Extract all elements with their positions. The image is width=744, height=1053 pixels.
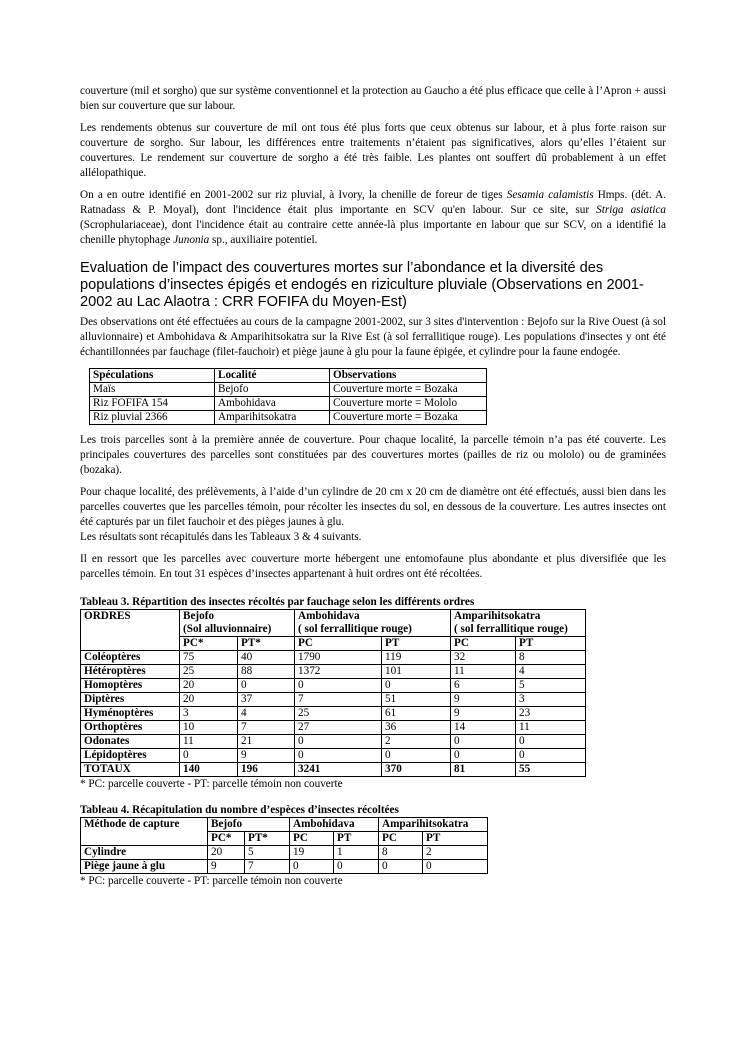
- row-label: Diptères: [81, 693, 180, 707]
- table-cell: 88: [238, 665, 295, 679]
- column-header: PC: [290, 832, 334, 846]
- row-label: Coléoptères: [81, 651, 180, 665]
- table-cell: 0: [334, 860, 379, 874]
- site-header: Ambohidava: [290, 818, 379, 832]
- table-cell: 1: [334, 846, 379, 860]
- table3-body: [81, 651, 586, 777]
- table-cell: 4: [238, 707, 295, 721]
- speculations-table: [89, 368, 487, 425]
- table-cell: 11: [451, 665, 516, 679]
- table-cell: 11: [516, 721, 586, 735]
- text-segment: On a en outre identifié en 2001-2002 sur riz pluvial, à Ivory, la chenille de foreur de tiges: [80, 189, 507, 201]
- column-header: PC*: [180, 637, 238, 651]
- row-label: Odonates: [81, 735, 180, 749]
- table-cell: 25: [180, 665, 238, 679]
- table-cell: 8: [379, 846, 423, 860]
- table-cell: 4: [516, 665, 586, 679]
- site-header: Amparihitsokatra: [379, 818, 488, 832]
- document-page: [80, 84, 666, 888]
- table-cell: Riz FOFIFA 154: [90, 397, 215, 411]
- table-cell: 0: [516, 749, 586, 763]
- site-soil: (Sol alluvionnaire): [183, 623, 272, 635]
- table-cell: 10: [180, 721, 238, 735]
- table-cell: 0: [180, 749, 238, 763]
- table-cell: 119: [382, 651, 451, 665]
- species-name: Sesamia calamistis: [506, 189, 594, 201]
- table-cell: 1790: [295, 651, 382, 665]
- site-soil: ( sol ferrallitique rouge): [454, 623, 568, 635]
- table-row: [81, 721, 586, 735]
- row-label: Orthoptères: [81, 721, 180, 735]
- column-header: PT: [423, 832, 488, 846]
- site-header: Bejofo: [208, 818, 290, 832]
- table-cell: 14: [451, 721, 516, 735]
- column-header: Méthode de capture: [81, 818, 208, 846]
- site-name: Amparihitsokatra: [454, 610, 541, 622]
- table-cell: Couverture morte = Bozaka: [330, 411, 487, 425]
- table-cell: 2: [382, 735, 451, 749]
- table-cell: 0: [451, 749, 516, 763]
- table-row: [81, 665, 586, 679]
- row-label: Hyménoptères: [81, 707, 180, 721]
- column-header: PC: [379, 832, 423, 846]
- table-cell: 1372: [295, 665, 382, 679]
- table3: [80, 609, 586, 777]
- table-cell: Couverture morte = Mololo: [330, 397, 487, 411]
- species-name: Junonia: [173, 234, 210, 246]
- table-cell: 0: [423, 860, 488, 874]
- row-label: Homoptères: [81, 679, 180, 693]
- table-cell: 36: [382, 721, 451, 735]
- paragraph-observations: Des observations ont été effectuées au cours de la campagne 2001-2002, sur 3 sites d'intervention : Bejofo sur la Rive Ouest (à sol alluvionnaire) et Ambohidava & Amparihitsokatra sur la Rive Est (à sol ferrallitique rouge). Les populations d'insectes y ont été échantillonnées par fauchage (filet-fauchoir) et piège jaune à glu pour la faune épigée, et cylindre pour la faune endogée.: [80, 316, 666, 358]
- table4-body: [81, 846, 488, 874]
- table4: [80, 817, 488, 874]
- table-row: [81, 693, 586, 707]
- column-header: PT: [382, 637, 451, 651]
- paragraph-yields: Les rendements obtenus sur couverture de mil ont tous été plus forts que ceux obtenus sur labour, et à plus forte raison sur couverture de sorgho. Sur labour, les différences entre traitements n’étaient pas significatives, alors qu’elles l’étaient sur couvertures. Le rendement sur couverture de sorgho a été très faible. Les plantes ont souffert dû probablement à un effet allélopathique.: [80, 122, 666, 179]
- table-row: [90, 383, 487, 397]
- table-row: [81, 735, 586, 749]
- table-cell: 20: [180, 693, 238, 707]
- column-header: ORDRES: [81, 610, 180, 651]
- table-cell: 101: [382, 665, 451, 679]
- row-label: Lépidoptères: [81, 749, 180, 763]
- table-cell: 9: [451, 693, 516, 707]
- paragraph-conclusion: Il en ressort que les parcelles avec couverture morte hébergent une entomofaune plus abondante et plus diversifiée que les parcelles témoin. En tout 31 espèces d’insectes appartenant à huit ordres ont été récoltées.: [80, 553, 666, 580]
- table-row: [81, 651, 586, 665]
- text-segment: Hmps. (dét. A. Ratnadass & P. Moyal), dont l'incidence était plus importante en SCV qu'en labour. Sur ce site, sur: [80, 189, 666, 216]
- table-cell: 20: [208, 846, 245, 860]
- table-cell: 61: [382, 707, 451, 721]
- paragraph-sampling: Pour chaque localité, des prélèvements, à l’aide d’un cylindre de 20 cm x 20 cm de diamètre ont été effectués, aussi bien dans les parcelles couvertes que les parcelles témoin, pour récolter les insectes du sol, en dessous de la couverture. Les autres insectes ont été capturés par un filet fauchoir et des pièges jaunes à glu.: [80, 486, 666, 528]
- table-row: [81, 763, 586, 777]
- site-header: [451, 610, 586, 637]
- table-header-row: [81, 818, 488, 832]
- table-cell: Bejofo: [215, 383, 330, 397]
- table-cell: 0: [382, 679, 451, 693]
- table-cell: 19: [290, 846, 334, 860]
- table-cell: 27: [295, 721, 382, 735]
- table-cell: 0: [516, 735, 586, 749]
- table-cell: 140: [180, 763, 238, 777]
- table-header-row: [90, 369, 487, 383]
- table-cell: 0: [379, 860, 423, 874]
- table-cell: 37: [238, 693, 295, 707]
- table-cell: 3: [516, 693, 586, 707]
- column-header: PC: [451, 637, 516, 651]
- table-cell: 5: [516, 679, 586, 693]
- row-label: Hétéroptères: [81, 665, 180, 679]
- table-row: [90, 397, 487, 411]
- table-cell: 0: [238, 679, 295, 693]
- table-row: [81, 846, 488, 860]
- table-cell: 9: [238, 749, 295, 763]
- row-label: Cylindre: [81, 846, 208, 860]
- table-cell: 0: [295, 749, 382, 763]
- paragraph-intro: couverture (mil et sorgho) que sur système conventionnel et la protection au Gaucho a été plus efficace que celle à l’Apron + aussi bien sur couverture que sur labour.: [80, 85, 666, 112]
- table-cell: 11: [180, 735, 238, 749]
- table-cell: 6: [451, 679, 516, 693]
- table-cell: 0: [295, 679, 382, 693]
- column-header: PT: [334, 832, 379, 846]
- section-heading: Evaluation de l’impact des couvertures mortes sur l’abondance et la diversité des populations d’insectes épigés et endogés en riziculture pluviale (Observations en 2001-2002 au Lac Alaotra : CRR FOFIFA du Moyen-Est): [80, 260, 644, 310]
- column-header: PT: [516, 637, 586, 651]
- table-cell: 9: [451, 707, 516, 721]
- site-soil: ( sol ferrallitique rouge): [298, 623, 412, 635]
- table-cell: 2: [423, 846, 488, 860]
- table-cell: 0: [451, 735, 516, 749]
- table-cell: Riz pluvial 2366: [90, 411, 215, 425]
- table-cell: 20: [180, 679, 238, 693]
- column-header: Spéculations: [90, 369, 215, 383]
- column-header: Localité: [215, 369, 330, 383]
- table4-caption: Tableau 4. Récapitulation du nombre d’espèces d’insectes récoltées: [80, 804, 399, 816]
- text-segment: (Scrophulariaceae), dont l'incidence était au contraire cette année-là plus importante en labour que sur SCV, on a identifié la chenille phytophage: [80, 219, 666, 246]
- site-header: [295, 610, 451, 637]
- table-cell: 5: [245, 846, 290, 860]
- table-cell: 23: [516, 707, 586, 721]
- species-name: Striga asiatica: [596, 204, 667, 216]
- table-cell: 32: [451, 651, 516, 665]
- table-cell: 196: [238, 763, 295, 777]
- table-cell: 55: [516, 763, 586, 777]
- table-cell: 25: [295, 707, 382, 721]
- table-cell: 3: [180, 707, 238, 721]
- table-cell: Couverture morte = Bozaka: [330, 383, 487, 397]
- column-header: PC: [295, 637, 382, 651]
- site-header: [180, 610, 295, 637]
- site-name: Bejofo: [183, 610, 215, 622]
- paragraph-ivory: [80, 188, 666, 248]
- table-cell: Ambohidava: [215, 397, 330, 411]
- paragraph-parcels: Les trois parcelles sont à la première année de couverture. Pour chaque localité, la parcelle témoin n’a pas été couverte. Les principales couvertures des parcelles sont constituées par des couvertures mortes (pailles de riz ou mololo) ou de graminées (bozaka).: [80, 434, 666, 476]
- table-row: [90, 411, 487, 425]
- column-header: Observations: [330, 369, 487, 383]
- column-header: PT*: [245, 832, 290, 846]
- table-cell: 75: [180, 651, 238, 665]
- table-cell: 3241: [295, 763, 382, 777]
- table-header-row: [81, 610, 586, 637]
- text-segment: sp., auxiliaire potentiel.: [209, 234, 318, 246]
- table-row: [81, 679, 586, 693]
- row-label: Piège jaune à glu: [81, 860, 208, 874]
- table-cell: 0: [295, 735, 382, 749]
- table-cell: 81: [451, 763, 516, 777]
- table-cell: 8: [516, 651, 586, 665]
- table-cell: 0: [382, 749, 451, 763]
- table-cell: 370: [382, 763, 451, 777]
- table-cell: 7: [295, 693, 382, 707]
- table-cell: Maïs: [90, 383, 215, 397]
- table-cell: 7: [245, 860, 290, 874]
- table-row: [81, 707, 586, 721]
- table-row: [81, 860, 488, 874]
- table-cell: 21: [238, 735, 295, 749]
- table-cell: Amparihitsokatra: [215, 411, 330, 425]
- paragraph-results: Les résultats sont récapitulés dans les Tableaux 3 & 4 suivants.: [80, 531, 362, 543]
- column-header: PT*: [238, 637, 295, 651]
- table3-caption: Tableau 3. Répartition des insectes récoltés par fauchage selon les différents ordres: [80, 596, 475, 608]
- table-cell: 9: [208, 860, 245, 874]
- table4-note: * PC: parcelle couverte - PT: parcelle témoin non couverte: [80, 875, 343, 887]
- row-label: TOTAUX: [81, 763, 180, 777]
- table3-note: * PC: parcelle couverte - PT: parcelle témoin non couverte: [80, 778, 343, 790]
- table-cell: 40: [238, 651, 295, 665]
- column-header: PC*: [208, 832, 245, 846]
- table-cell: 7: [238, 721, 295, 735]
- table-row: [81, 749, 586, 763]
- table-cell: 0: [290, 860, 334, 874]
- site-name: Ambohidava: [298, 610, 360, 622]
- table-cell: 51: [382, 693, 451, 707]
